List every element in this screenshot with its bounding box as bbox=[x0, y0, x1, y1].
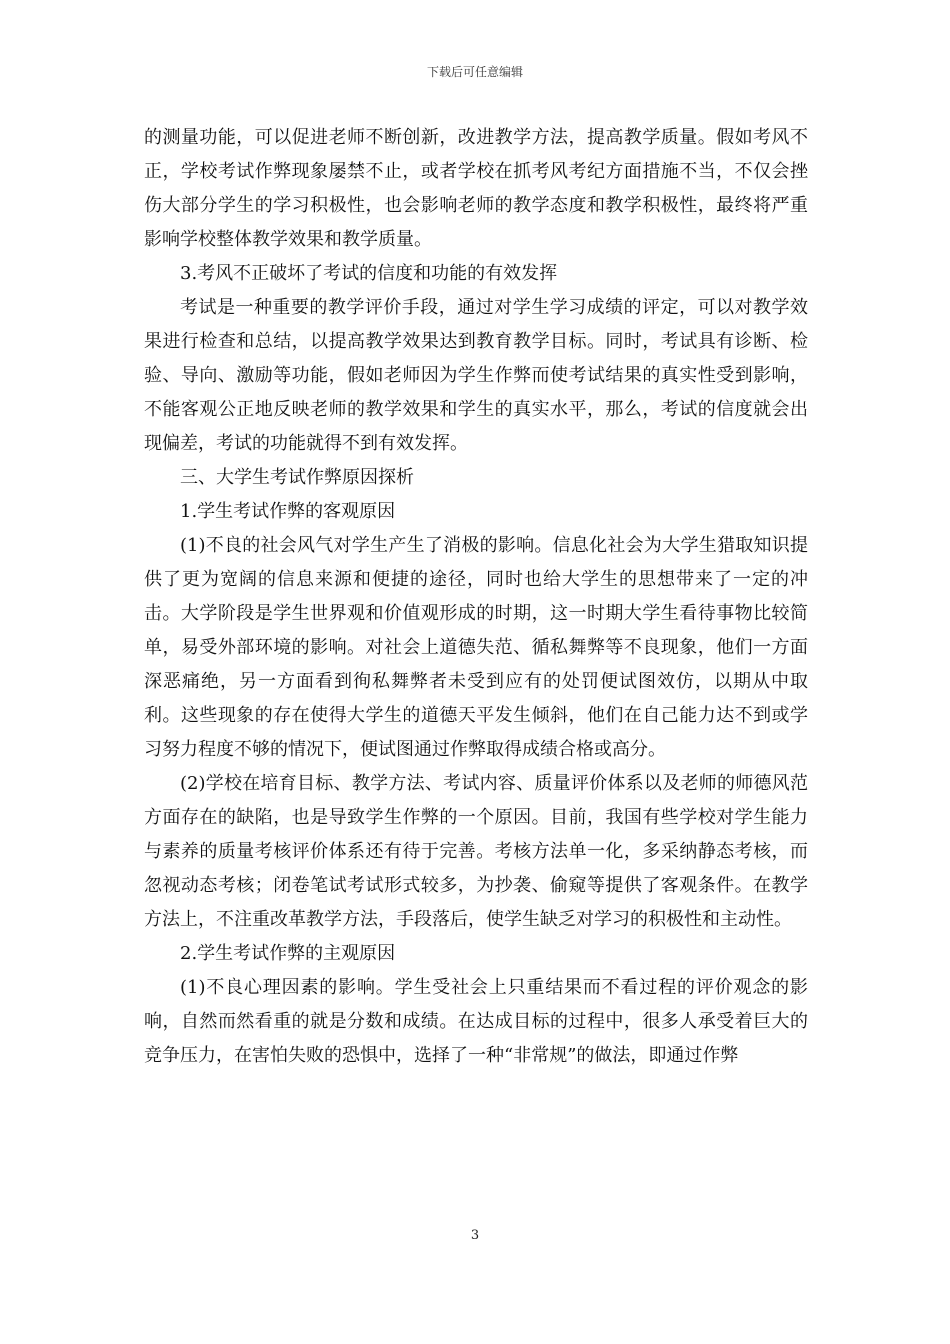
paragraph-school-defects: (2)学校在培育目标、教学方法、考试内容、质量评价体系以及老师的师德风范方面存在的缺陷，也是导致学生作弊的一个原因。目前，我国有些学校对学生能力与素养的质量考核评价体系还有待于完善。考核方法单一化，多采纳静态考核，而忽视动态考核；闭卷笔试考试形式较多，为抄袭、偷窥等提供了客观条件。在教学方法上，不注重改革教学方法，手段落后，使学生缺乏对学习的积极性和主动性。 bbox=[144, 773, 808, 930]
page-number: 3 bbox=[470, 1228, 480, 1243]
page-header: 下载后可任意编辑 bbox=[426, 65, 523, 79]
document-body bbox=[144, 121, 808, 1073]
paragraph-social-atmosphere: (1)不良的社会风气对学生产生了消极的影响。信息化社会为大学生猎取知识提供了更为宽阔的信息来源和便捷的途径，同时也给大学生的思想带来了一定的冲击。大学阶段是学生世界观和价值观形成的时期，这一时期大学生看待事物比较简单，易受外部环境的影响。对社会上道德失范、循私舞弊等不良现象，他们一方面深恶痛绝，另一方面看到徇私舞弊者未受到应有的处罚便试图效仿，以期从中取利。这些现象的存在使得大学生的道德天平发生倾斜，他们在自己能力达不到或学习努力程度不够的情况下，便试图通过作弊取得成绩合格或高分。 bbox=[144, 535, 808, 760]
paragraph-exam-evaluation: 考试是一种重要的教学评价手段，通过对学生学习成绩的评定，可以对教学效果进行检查和总结，以提高教学效果达到教育教学目标。同时，考试具有诊断、检验、导向、激励等功能，假如老师因为学生作弊而使考试结果的真实性受到影响，不能客观公正地反映老师的教学效果和学生的真实水平，那么，考试的信度就会出现偏差，考试的功能就得不到有效发挥。 bbox=[144, 297, 808, 454]
paragraph-continuation: 的测量功能，可以促进老师不断创新，改进教学方法，提高教学质量。假如考风不正，学校考试作弊现象屡禁不止，或者学校在抓考风考纪方面措施不当，不仅会挫伤大部分学生的学习积极性，也会影响老师的教学态度和教学积极性，最终将严重影响学校整体教学效果和教学质量。 bbox=[144, 127, 808, 250]
section-heading-2-subjective: 2.学生考试作弊的主观原因 bbox=[180, 943, 396, 964]
section-heading-1-objective: 1.学生考试作弊的客观原因 bbox=[180, 501, 396, 522]
section-heading-3: 3.考风不正破坏了考试的信度和功能的有效发挥 bbox=[180, 263, 558, 284]
paragraph-psychological-factors: (1)不良心理因素的影响。学生受社会上只重结果而不看过程的评价观念的影响，自然而然看重的就是分数和成绩。在达成目标的过程中，很多人承受着巨大的竞争压力，在害怕失败的恐惧中，选择了一种“非常规”的做法，即通过作弊 bbox=[144, 977, 808, 1066]
chapter-heading-three: 三、大学生考试作弊原因探析 bbox=[180, 467, 414, 488]
